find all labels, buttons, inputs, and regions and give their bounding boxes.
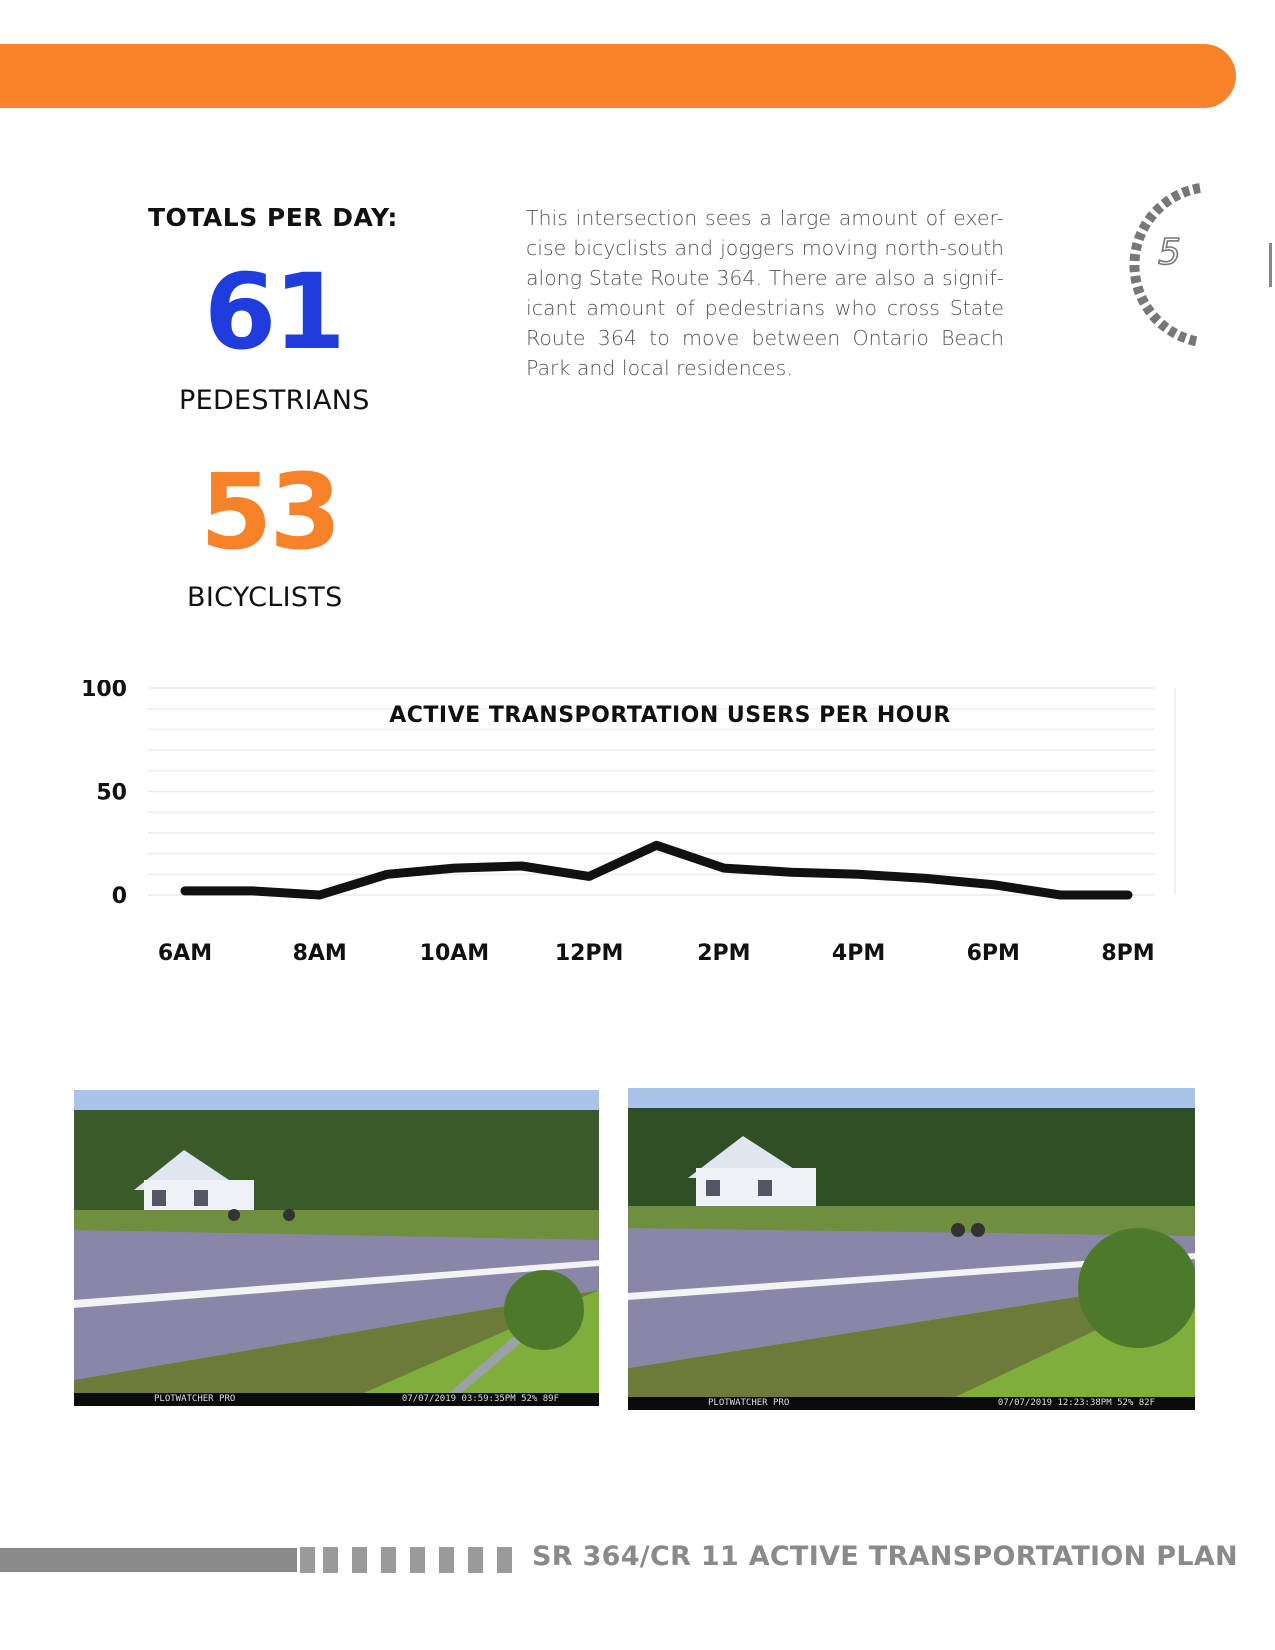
- bicyclist-total: 53: [200, 451, 339, 573]
- x-tick-label: 8PM: [1101, 941, 1155, 966]
- footer-square: [323, 1547, 338, 1573]
- footer-square: [410, 1547, 425, 1573]
- y-tick-label: 100: [81, 680, 127, 702]
- series-line: [185, 845, 1128, 895]
- footer-square: [300, 1547, 315, 1573]
- footer-square: [439, 1547, 454, 1573]
- x-tick-label: 4PM: [831, 941, 886, 966]
- camera-info-strip: [74, 1393, 599, 1406]
- pedestrian-label: PEDESTRIANS: [179, 385, 370, 416]
- pedestrian-total: 61: [204, 251, 343, 373]
- y-tick-label: 0: [111, 884, 127, 909]
- footer-square: [352, 1547, 367, 1573]
- footer-square: [381, 1547, 396, 1573]
- page-number-badge: [1108, 182, 1208, 352]
- totals-heading: TOTALS PER DAY:: [148, 203, 398, 232]
- photo-cyclists-2: [628, 1088, 1195, 1410]
- x-tick-label: 8AM: [292, 941, 347, 966]
- camera-still-image: [74, 1090, 599, 1406]
- footer-title: SR 364/CR 11 ACTIVE TRANSPORTATION PLAN: [532, 1541, 1238, 1572]
- chart-title: ACTIVE TRANSPORTATION USERS PER HOUR: [389, 703, 951, 728]
- footer-square: [497, 1547, 512, 1573]
- x-tick-label: 12PM: [554, 941, 624, 966]
- bicyclist-label: BICYCLISTS: [187, 582, 343, 613]
- camera-timestamp: 07/07/2019 12:23:38PM 52% 82F: [997, 1398, 1155, 1408]
- header-accent-bar: [0, 44, 1236, 108]
- camera-brand: PLOTWATCHER PRO: [154, 1394, 236, 1404]
- camera-brand: PLOTWATCHER PRO: [708, 1398, 790, 1408]
- intersection-description: This intersection sees a large amount of exer-cise bicyclists and joggers moving north-south along State Route 364. There are also a signif-icant amount of pedestrians who cross State Route 364 to move between Ontario Beach Park and local residences.: [526, 206, 1004, 380]
- footer-bar: [0, 1548, 297, 1572]
- camera-info-strip: [628, 1397, 1195, 1410]
- footer-square: [468, 1547, 483, 1573]
- x-tick-label: 6AM: [157, 941, 213, 966]
- page-number: 5: [1158, 232, 1181, 273]
- edge-tab-mark: [1269, 243, 1272, 287]
- x-tick-label: 6PM: [966, 941, 1020, 966]
- y-tick-label: 50: [96, 780, 127, 806]
- x-tick-label: 10AM: [419, 941, 490, 966]
- camera-timestamp: 07/07/2019 03:59:35PM 52% 89F: [401, 1394, 559, 1404]
- hourly-users-chart: [0, 680, 1275, 1000]
- photo-cyclists-1: [74, 1090, 599, 1406]
- x-tick-label: 2PM: [697, 941, 751, 966]
- camera-still-image: [628, 1088, 1195, 1410]
